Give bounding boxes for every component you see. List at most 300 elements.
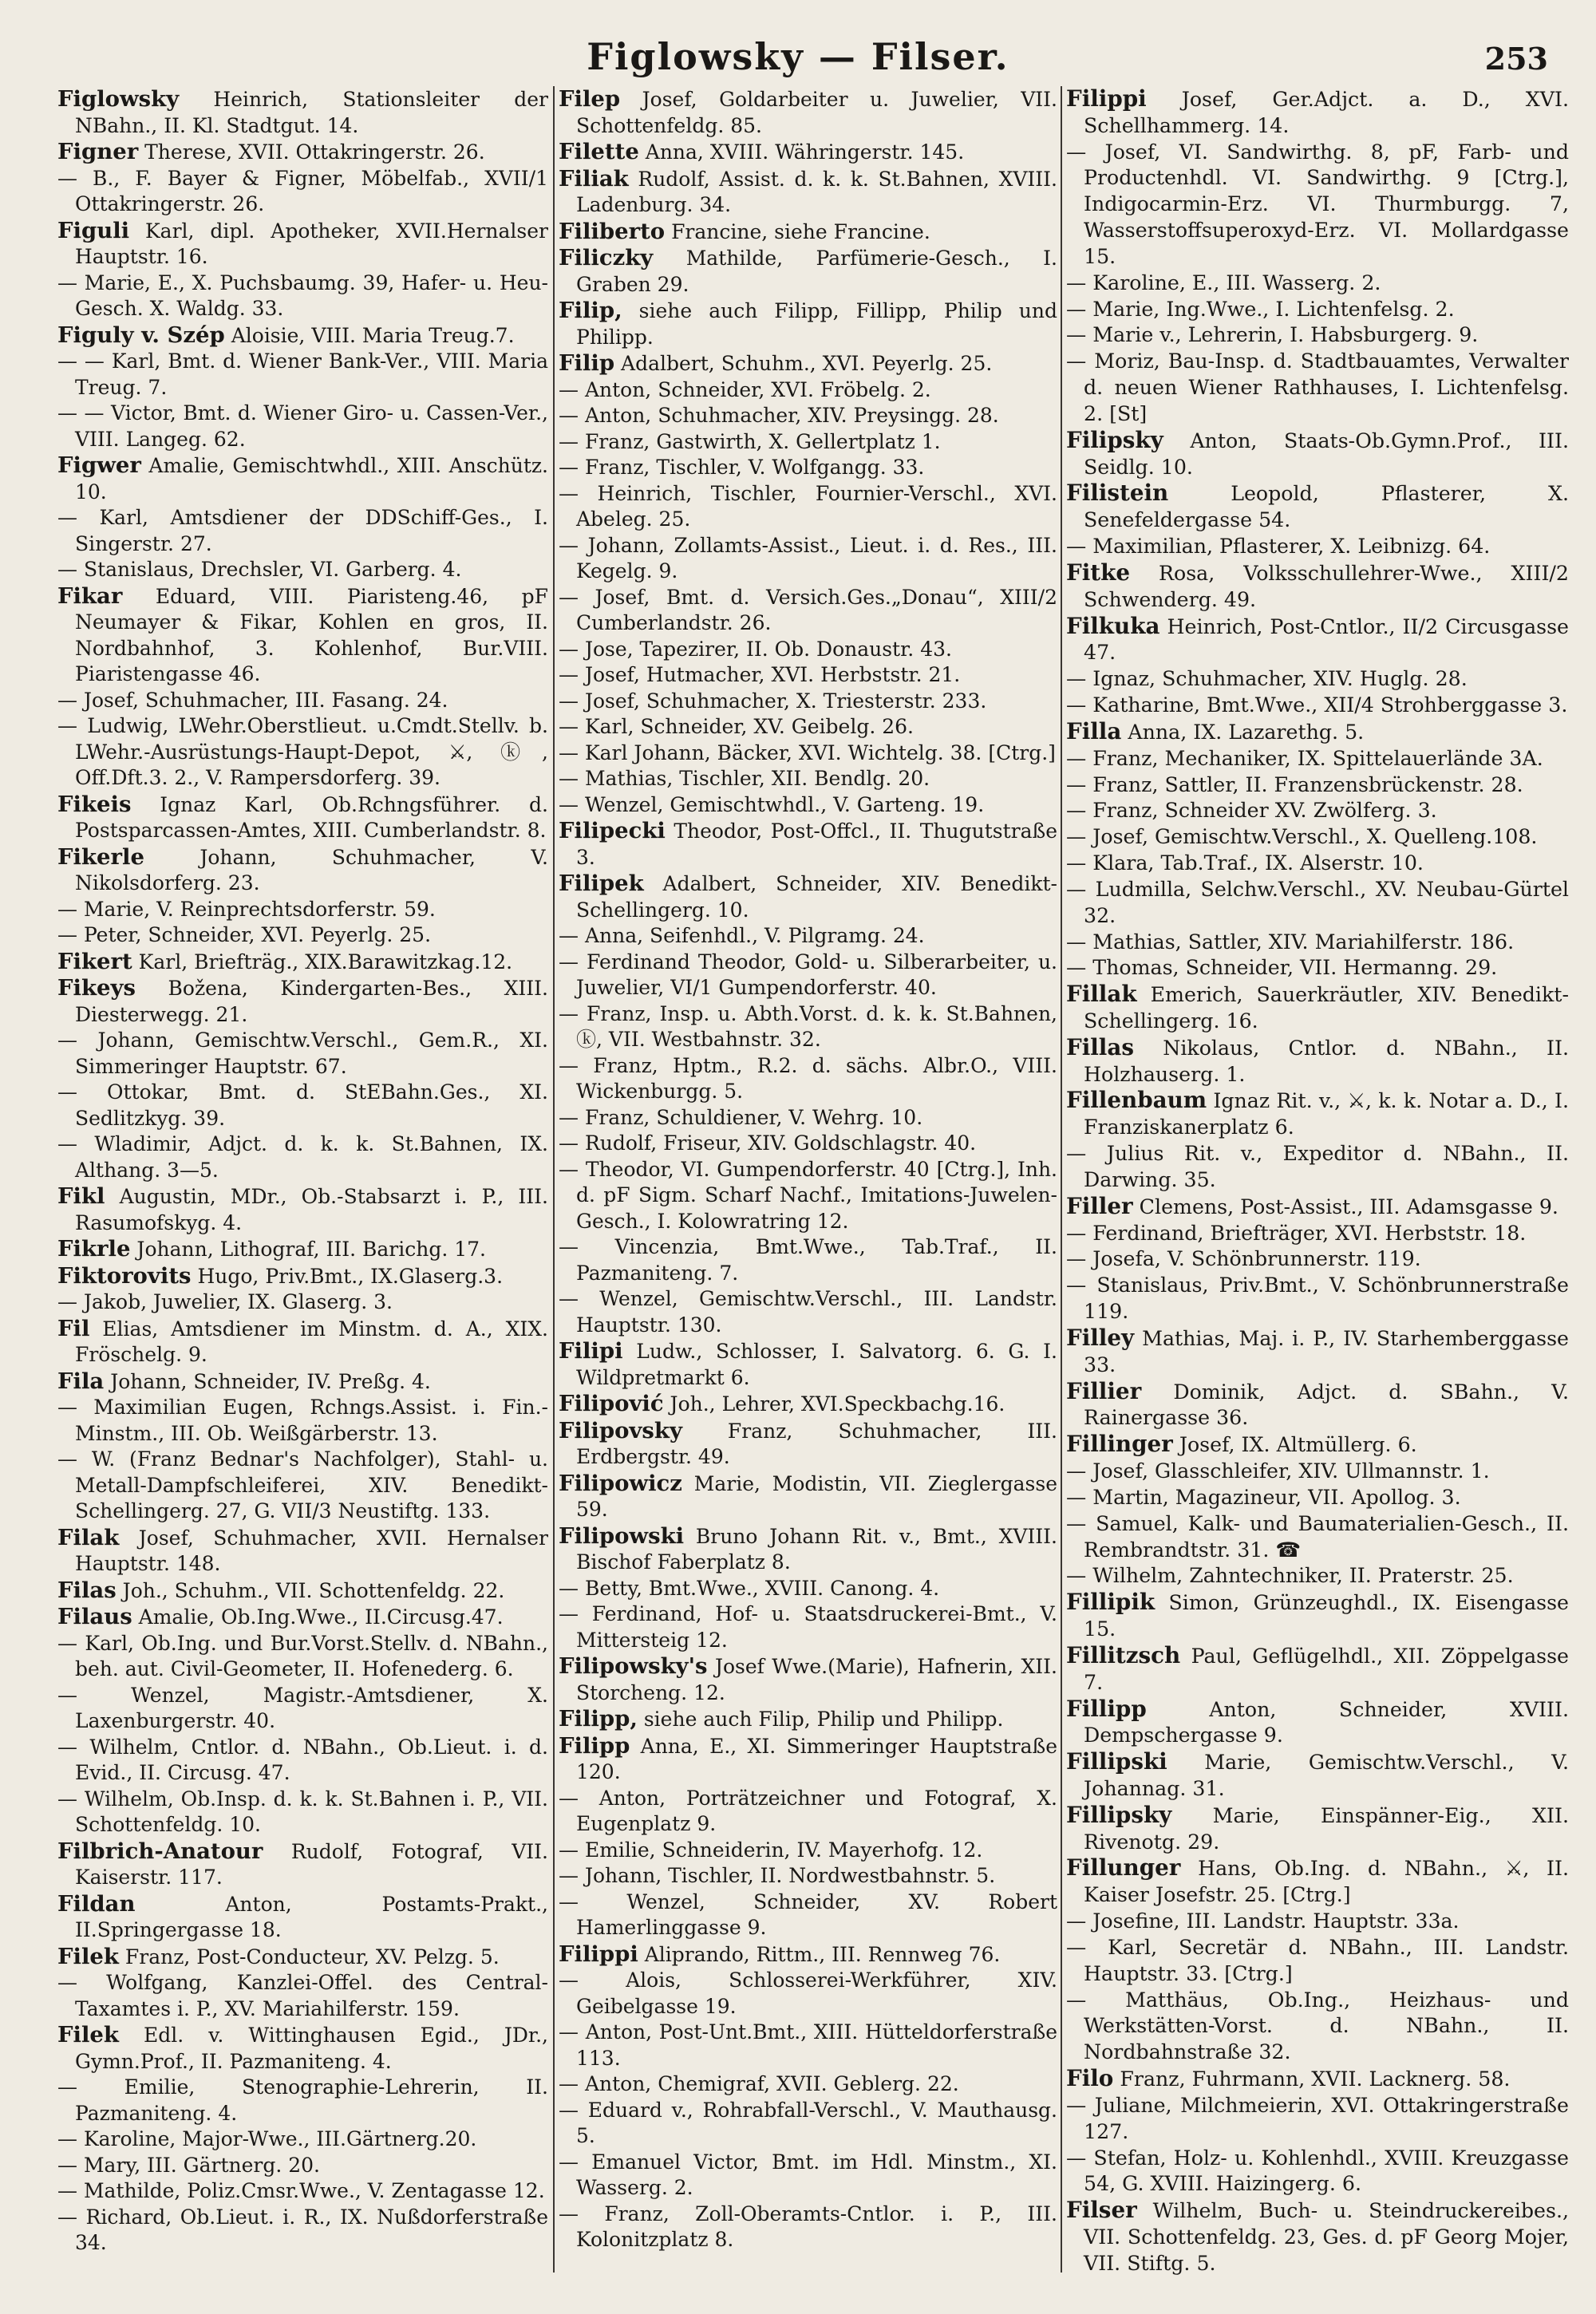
directory-entry [57, 1368, 548, 1396]
entry-surname: Filipowski [559, 1522, 685, 1549]
directory-entry [1066, 1379, 1569, 1432]
entry-details: — Karl, Schneider, XV. Geibelg. 26. [559, 715, 914, 738]
directory-entry [559, 2071, 1057, 2098]
entry-surname: Filiberto [559, 218, 666, 244]
directory-entry [57, 1787, 548, 1838]
directory-entry [57, 1289, 548, 1316]
entry-surname: Fikar [57, 582, 123, 609]
entry-surname: Fillinger [1066, 1431, 1173, 1458]
entry-details: — Mary, III. Gärtnerg. 20. [57, 2153, 320, 2177]
entry-details: — Vincenzia, Bmt.Wwe., Tab.Traf., II. Pazmaniteng. 7. [559, 1235, 1057, 1285]
entry-details: — Josef, Hutmacher, XVI. Herbststr. 21. [559, 663, 961, 686]
directory-entry [559, 1391, 1057, 1418]
entry-details: Franz, Post-Conducteur, XV. Pelzg. 5. [118, 1945, 500, 1968]
entry-details: Francine, siehe Francine. [665, 219, 930, 243]
entry-surname: Fiktorovits [57, 1262, 192, 1289]
entry-details: — Johann, Tischler, II. Nordwestbahnstr. 5. [559, 1864, 996, 1887]
directory-entry [559, 1576, 1057, 1602]
entry-details: — Emilie, Stenographie-Lehrerin, II. Pazmaniteng. 4. [57, 2075, 548, 2125]
entry-details: Therese, XVII. Ottakringerstr. 26. [138, 140, 485, 164]
entry-details: — Franz, Mechaniker, IX. Spittelauerlände 3A. [1066, 746, 1543, 770]
entry-surname: Figwer [57, 452, 141, 478]
directory-entry [57, 713, 548, 792]
entry-details: — Samuel, Kalk- und Baumaterialien-Gesch., II. Rembrandtstr. 31. ☎ [1066, 1511, 1569, 1562]
entry-surname: Filaus [57, 1604, 132, 1629]
entry-details: Aloisie, VIII. Maria Treug.7. [224, 323, 515, 347]
entry-details: — Franz, Insp. u. Abth.Vorst. d. k. k. St.Bahnen, ⓚ, VII. Westbahnstr. 32. [559, 1001, 1057, 1051]
entry-details: Dominik, Adjct. d. SBahn., V. Rainergasse 36. [1084, 1380, 1569, 1430]
directory-entry [559, 1338, 1057, 1391]
entry-details: Franz, Schuhmacher, III. Erdbergstr. 49. [576, 1419, 1057, 1468]
directory-entry [57, 949, 548, 976]
entry-details: Anna, XVIII. Währingerstr. 145. [638, 140, 965, 164]
directory-entry [559, 1286, 1057, 1338]
entry-details: siehe auch Filipp, Fillipp, Philip und Philipp. [576, 299, 1057, 349]
entry-details: — Wenzel, Magistr.-Amtsdiener, X. Laxenburgerstr. 40. [57, 1683, 548, 1732]
directory-entry [559, 139, 1057, 166]
entry-surname: Filser [1066, 2197, 1137, 2224]
entry-details: — Maximilian, Pflasterer, X. Leibnizg. 64. [1066, 535, 1491, 559]
entry-details: — Heinrich, Tischler, Fournier-Verschl., XVI. Abeleg. 25. [559, 481, 1057, 531]
entry-details: Marie, Gemischtw.Verschl., V. Johannag. 31. [1084, 1751, 1569, 1800]
entry-details: — Emanuel Victor, Bmt. im Hdl. Minstm., XI. Wasserg. 2. [559, 2150, 1057, 2199]
entry-details: — Marie, V. Reinprechtsdorferstr. 59. [57, 897, 436, 921]
directory-entry [559, 1890, 1057, 1941]
directory-entry [559, 766, 1057, 792]
entry-details: Ignaz Karl, Ob.Rchngsführer. d. Postsparcassen-Amtes, XIII. Cumberlandstr. 8. [75, 792, 548, 842]
directory-entry [57, 1604, 548, 1631]
directory-entry [57, 688, 548, 714]
directory-entry [1066, 1273, 1569, 1325]
entry-details: — Emilie, Schneiderin, IV. Mayerhofg. 12. [559, 1838, 983, 1862]
directory-entry [57, 1395, 548, 1447]
directory-entry [57, 401, 548, 452]
entry-details: — Marie v., Lehrerin, I. Habsburgerg. 9. [1066, 323, 1479, 347]
directory-entry [559, 740, 1057, 767]
directory-entry [559, 2201, 1057, 2253]
entry-details: — Wenzel, Gemischtw.Verschl., III. Landstr. Hauptstr. 130. [559, 1287, 1057, 1337]
entry-details: — Juliane, Milchmeierin, XVI. Ottakringerstraße 127. [1066, 2093, 1569, 2143]
directory-entry [1066, 349, 1569, 427]
directory-entry [57, 1316, 548, 1368]
entry-details: Clemens, Post-Assist., III. Adamsgasse 9. [1132, 1195, 1558, 1218]
entry-details: — Ferdinand, Hof- u. Staatsdruckerei-Bmt., V. Mittersteig 12. [559, 1602, 1057, 1652]
entry-surname: Fildan [57, 1890, 136, 1917]
entry-details: Adalbert, Schneider, XIV. Benedikt-Schellingerg. 10. [576, 872, 1057, 922]
entry-details: — Josef, Schuhmacher, III. Fasang. 24. [57, 688, 448, 712]
directory-entry [1066, 719, 1569, 746]
directory-entry [57, 505, 548, 557]
entry-details: — Franz, Sattler, II. Franzensbrückenstr. 28. [1066, 772, 1523, 796]
entry-details: Josef, IX. Altmüllerg. 6. [1172, 1433, 1417, 1457]
directory-entry [559, 1838, 1057, 1864]
directory-entry [57, 1447, 548, 1525]
directory-entry [57, 2178, 548, 2205]
entry-details: Emerich, Sauerkräutler, XIV. Benedikt-Schellingerg. 16. [1084, 983, 1569, 1033]
entry-details: — Josefa, V. Schönbrunnerstr. 119. [1066, 1247, 1421, 1271]
entry-details: — Franz, Tischler, V. Wolfgangg. 33. [559, 456, 925, 479]
directory-entry [57, 452, 548, 505]
entry-surname: Filek [57, 1943, 119, 1969]
entry-surname: Filak [57, 1524, 120, 1550]
entry-surname: Fillipski [1066, 1748, 1167, 1775]
directory-entry [1066, 772, 1569, 799]
column-1 [57, 86, 548, 2288]
directory-entry [1066, 693, 1569, 719]
directory-entry [1066, 1088, 1569, 1141]
entry-details: Augustin, MDr., Ob.-Stabsarzt i. P., III. Rasumofskyg. 4. [75, 1185, 548, 1234]
entry-surname: Fillenbaum [1066, 1087, 1207, 1114]
directory-entry [1066, 534, 1569, 560]
directory-entry [1066, 270, 1569, 297]
entry-details: — Anton, Chemigraf, XVII. Geblerg. 22. [559, 2072, 959, 2095]
entry-surname: Filbrich-Anatour [57, 1838, 263, 1864]
entry-details: — Marie, Ing.Wwe., I. Lichtenfelsg. 2. [1066, 297, 1455, 321]
directory-entry [57, 557, 548, 583]
directory-entry [57, 897, 548, 923]
page-title: Figlowsky — Filser. [587, 35, 1009, 78]
directory-entry [57, 2022, 548, 2075]
entry-details: Božena, Kindergarten-Bes., XIII. Diesterwegg. 21. [75, 977, 548, 1026]
directory-entry [57, 166, 548, 218]
entry-details: — Franz, Hptm., R.2. d. sächs. Albr.O., VIII. Wickenburgg. 5. [559, 1053, 1057, 1103]
directory-entry [1066, 428, 1569, 481]
entry-details: — Matthäus, Ob.Ing., Heizhaus- und Werkstätten-Vorst. d. NBahn., II. Nordbahnstraße 32. [1066, 1988, 1569, 2064]
directory-entry [1066, 1803, 1569, 1856]
entry-details: Heinrich, Post-Cntlor., II/2 Circusgasse 47. [1084, 614, 1569, 665]
entry-surname: Filette [559, 139, 639, 164]
entry-details: Theodor, Post-Offcl., II. Thugutstraße 3. [576, 819, 1057, 869]
entry-details: Anton, Staats-Ob.Gymn.Prof., III. Seidlg. 10. [1084, 428, 1569, 479]
entry-details: Johann, Schneider, IV. Preßg. 4. [104, 1369, 431, 1393]
directory-entry [57, 2075, 548, 2126]
entry-details: Hugo, Priv.Bmt., IX.Glaserg.3. [191, 1264, 504, 1288]
directory-entry [1066, 140, 1569, 270]
entry-details: Rudolf, Fotograf, VII. Kaiserstr. 117. [75, 1839, 548, 1889]
directory-entry [559, 1941, 1057, 1968]
entry-surname: Filip [559, 350, 615, 376]
directory-entry [1066, 666, 1569, 693]
directory-entry [57, 975, 548, 1028]
entry-surname: Fillitzsch [1066, 1641, 1181, 1668]
directory-entry [1066, 1643, 1569, 1696]
entry-surname: Filo [1066, 2065, 1114, 2092]
entry-details: — Josef, VI. Sandwirthg. 8, pF, Farb- und Productenhdl. VI. Sandwirthg. 9 [Ctrg.], Indigocarmin-Erz. VI. Thurmburgg. 7, Wasserstoffsuperoxyd-Erz. VI. Mollardgasse 15. [1066, 140, 1569, 268]
entry-details: — Karoline, Major-Wwe., III.Gärtnerg.20. [57, 2127, 477, 2150]
directory-entry [559, 245, 1057, 298]
entry-details: — Josefine, III. Landstr. Hauptstr. 33a. [1066, 1909, 1460, 1933]
directory-entry [559, 1001, 1057, 1053]
entry-details: Joh., Schuhm., VII. Schottenfeldg. 22. [116, 1578, 505, 1602]
entry-surname: Fikrle [57, 1236, 131, 1262]
entry-details: siehe auch Filip, Philip und Philipp. [637, 1708, 1004, 1731]
directory-entry [559, 533, 1057, 585]
entry-details: Ignaz Rit. v., ⚔, k. k. Notar a. D., I. Franziskanerplatz 6. [1084, 1089, 1569, 1139]
entry-surname: Filla [1066, 717, 1122, 744]
entry-surname: Fillak [1066, 981, 1137, 1008]
entry-details: — Eduard v., Rohrabfall-Verschl., V. Mauthausg. 5. [559, 2098, 1057, 2147]
directory-entry [559, 662, 1057, 689]
entry-details: — Julius Rit. v., Expeditor d. NBahn., II. Darwing. 35. [1066, 1142, 1569, 1191]
entry-details: Heinrich, Stationsleiter der NBahn., II. Kl. Stadtgut. 14. [75, 88, 548, 137]
directory-entry [1066, 746, 1569, 772]
entry-details: Josef, Goldarbeiter u. Juwelier, VII. Schottenfeldg. 85. [576, 88, 1057, 137]
directory-entry [559, 1131, 1057, 1157]
entry-details: Anna, E., XI. Simmeringer Hauptstraße 120. [576, 1734, 1057, 1783]
directory-entry [1066, 480, 1569, 534]
directory-entry [559, 871, 1057, 923]
directory-entry [1066, 297, 1569, 323]
entry-surname: Filip, [559, 298, 622, 323]
directory-entry [57, 139, 548, 166]
directory-entry [1066, 1246, 1569, 1273]
entry-details: — Martin, Magazineur, VII. Apollog. 3. [1066, 1485, 1461, 1509]
entry-details: Karl, dipl. Apotheker, XVII.Hernalser Hauptstr. 16. [75, 219, 548, 268]
directory-entry [1066, 2198, 1569, 2276]
entry-details: — Stanislaus, Drechsler, VI. Garberg. 4. [57, 558, 462, 581]
directory-entry [1066, 1459, 1569, 1485]
column-divider [553, 86, 555, 2273]
entry-details: Amalie, Gemischtwhdl., XIII. Anschütz. 10. [75, 454, 548, 503]
entry-details: Simon, Grünzeughdl., IX. Eisengasse 15. [1084, 1591, 1569, 1641]
entry-details: — Jakob, Juwelier, IX. Glaserg. 3. [57, 1290, 393, 1313]
entry-details: — Jose, Tapezirer, II. Ob. Donaustr. 43. [559, 637, 952, 661]
directory-entry [1066, 877, 1569, 930]
entry-details: — Ludwig, LWehr.Oberstlieut. u.Cmdt.Stellv. b. LWehr.-Ausrüstungs-Haupt-Depot, ⚔, ⓚ, Off.Dft.3. 2., V. Rampersdorferg. 39. [57, 714, 548, 789]
entry-surname: Filek [57, 2022, 119, 2047]
directory-entry [559, 166, 1057, 219]
entry-details: Aliprando, Rittm., III. Rennweg 76. [638, 1942, 1001, 1966]
entry-details: — W. (Franz Bednar's Nachfolger), Stahl- u. Metall-Dampfschleiferei, XIV. Benedikt-Schellingerg. 27, G. VII/3 Neustiftg. 133. [57, 1447, 548, 1522]
entry-details: Leopold, Pflasterer, X. Senefeldergasse 54. [1084, 482, 1569, 532]
directory-entry [57, 1131, 548, 1183]
directory-entry [559, 481, 1057, 533]
entry-details: — — Karl, Bmt. d. Wiener Bank-Ver., VIII. Maria Treug. 7. [57, 349, 548, 399]
directory-entry [559, 1053, 1057, 1105]
directory-entry [1066, 1511, 1569, 1564]
directory-entry [559, 2098, 1057, 2150]
directory-entry [57, 922, 548, 949]
directory-entry [57, 2126, 548, 2153]
entry-details: Josef, Schuhmacher, XVII. Hernalser Hauptstr. 148. [75, 1526, 548, 1575]
directory-entry [1066, 1431, 1569, 1459]
directory-entry [1066, 1325, 1569, 1379]
entry-details: Franz, Fuhrmann, XVII. Lacknerg. 58. [1113, 2067, 1511, 2091]
entry-details: Mathilde, Parfümerie-Gesch., I. Graben 29. [576, 247, 1057, 296]
entry-details: — Karl, Ob.Ing. und Bur.Vorst.Stellv. d. NBahn., beh. aut. Civil-Geometer, II. Hofenederg. 6. [57, 1631, 548, 1680]
entry-surname: Fikeys [57, 975, 136, 1001]
directory-entry [57, 1578, 548, 1605]
entry-surname: Figner [57, 139, 139, 164]
directory-entry [1066, 2066, 1569, 2093]
directory-entry [57, 1080, 548, 1131]
entry-surname: Filipsky [1066, 426, 1163, 453]
entry-surname: Filiczky [559, 245, 654, 270]
directory-entry [559, 1786, 1057, 1838]
directory-entry [1066, 1988, 1569, 2066]
entry-details: Paul, Geflügelhdl., XII. Zöppelgasse 7. [1084, 1644, 1569, 1694]
directory-entry [1066, 1221, 1569, 1247]
entry-details: Johann, Schuhmacher, V. Nikolsdorferg. 23. [75, 845, 548, 894]
entry-surname: Filippi [1066, 86, 1147, 112]
entry-details: — Franz, Schuldiener, V. Wehrg. 10. [559, 1105, 923, 1129]
entry-details: — Karl, Amtsdiener der DDSchiff-Ges., I. Singerstr. 27. [57, 506, 548, 555]
entry-details: — Klara, Tab.Traf., IX. Alserstr. 10. [1066, 851, 1424, 875]
entry-surname: Filistein [1066, 480, 1169, 507]
entry-details: — Mathias, Tischler, XII. Bendlg. 20. [559, 767, 930, 790]
entry-surname: Filipowicz [559, 1470, 682, 1496]
directory-entry [559, 1418, 1057, 1471]
directory-entry [1066, 955, 1569, 981]
directory-entry [559, 585, 1057, 637]
entry-surname: Filipowsky's [559, 1653, 708, 1679]
directory-entry [1066, 1035, 1569, 1088]
directory-entry [1066, 1696, 1569, 1750]
entry-surname: Filipovsky [559, 1417, 682, 1443]
directory-entry [57, 1263, 548, 1290]
entry-surname: Filipecki [559, 818, 666, 843]
entry-surname: Filep [559, 86, 621, 112]
directory-entry [559, 923, 1057, 950]
directory-entry [57, 86, 548, 139]
directory-entry [559, 714, 1057, 740]
entry-details: — Betty, Bmt.Wwe., XVIII. Canong. 4. [559, 1576, 940, 1600]
entry-details: — Katharine, Bmt.Wwe., XII/4 Strohberggasse 3. [1066, 693, 1568, 717]
entry-surname: Filkuka [1066, 612, 1160, 639]
entry-details: — Peter, Schneider, XVI. Peyerlg. 25. [57, 923, 432, 946]
directory-entry [1066, 1749, 1569, 1803]
directory-entry [559, 86, 1057, 139]
entry-details: — Josef, Gemischtw.Verschl., X. Quelleng.108. [1066, 825, 1538, 849]
entry-surname: Fillipsky [1066, 1801, 1172, 1828]
directory-entry [559, 950, 1057, 1001]
page-header [0, 29, 1596, 85]
directory-entry [57, 583, 548, 688]
entry-details: — Mathias, Sattler, XIV. Mariahilferstr. 186. [1066, 930, 1515, 954]
directory-entry [57, 792, 548, 844]
directory-entry [559, 2020, 1057, 2071]
entry-surname: Figuly v. Szép [57, 322, 225, 348]
entry-details: Anton, Schneider, XVIII. Dempschergasse 9. [1084, 1697, 1569, 1747]
entry-details: Marie, Modistin, VII. Zieglergasse 59. [576, 1471, 1057, 1521]
entry-details: Josef Wwe.(Marie), Hafnerin, XII. Storcheng. 12. [576, 1655, 1057, 1704]
directory-entry [559, 1105, 1057, 1131]
directory-entry [57, 322, 548, 349]
entry-details: Mathias, Maj. i. P., IV. Starhemberggasse 33. [1084, 1326, 1569, 1376]
entry-details: — Franz, Zoll-Oberamts-Cntlor. i. P., III. Kolonitzplatz 8. [559, 2201, 1057, 2251]
entry-details: Marie, Einspänner-Eig., XII. Rivenotg. 29. [1084, 1803, 1569, 1854]
entry-details: — Mathilde, Poliz.Cmsr.Wwe., V. Zentagasse 12. [57, 2179, 545, 2202]
entry-details: Wilhelm, Buch- u. Steindruckereibes., VII. Schottenfeldg. 23, Ges. d. pF Georg Mojer, VII. Stiftg. 5. [1084, 2199, 1569, 2275]
directory-entry [57, 1735, 548, 1787]
directory-entry [1066, 2146, 1569, 2198]
entry-surname: Fikerle [57, 843, 144, 870]
entry-surname: Fillipp [1066, 1695, 1147, 1722]
entry-details: — Alois, Schlosserei-Werkführer, XIV. Geibelgasse 19. [559, 1968, 1057, 2018]
entry-details: — Wenzel, Gemischtwhdl., V. Garteng. 19. [559, 792, 985, 816]
directory-entry [559, 1863, 1057, 1890]
entry-details: — Anton, Schuhmacher, XIV. Preysingg. 28. [559, 404, 999, 427]
directory-entry [57, 2205, 548, 2257]
directory-entry [1066, 851, 1569, 877]
directory-entry [559, 429, 1057, 456]
entry-details: — Stanislaus, Priv.Bmt., V. Schönbrunnerstraße 119. [1066, 1273, 1569, 1324]
entry-details: Eduard, VIII. Piaristeng.46, pF Neumayer & Fikar, Kohlen en gros, II. Nordbahnhof, 3. Kohlenhof, Bur.VIII. Piaristengasse 46. [75, 584, 548, 685]
entry-details: — Wilhelm, Cntlor. d. NBahn., Ob.Lieut. i. d. Evid., II. Circusg. 47. [57, 1735, 548, 1784]
entry-details: — Richard, Ob.Lieut. i. R., IX. Nußdorferstraße 34. [57, 2205, 548, 2254]
entry-details: — Karl, Secretär d. NBahn., III. Landstr. Hauptstr. 33. [Ctrg.] [1066, 1935, 1569, 1985]
entry-surname: Fillier [1066, 1377, 1142, 1404]
directory-entry [1066, 798, 1569, 824]
directory-entry [57, 218, 548, 270]
entry-details: — — Victor, Bmt. d. Wiener Giro- u. Cassen-Ver., VIII. Langeg. 62. [57, 401, 548, 451]
entry-surname: Fitke [1066, 559, 1130, 586]
entry-details: — Moriz, Bau-Insp. d. Stadtbauamtes, Verwalter d. neuen Wiener Rathhauses, I. Lichtenfelsg. 2. [St] [1066, 349, 1569, 425]
directory-entry [559, 2150, 1057, 2201]
entry-surname: Filley [1066, 1324, 1135, 1351]
directory-entry [559, 219, 1057, 246]
directory-entry [559, 1968, 1057, 2020]
entry-surname: Fikeis [57, 791, 132, 817]
directory-entry [1066, 322, 1569, 349]
entry-details: Anton, Postamts-Prakt., II.Springergasse 18. [75, 1892, 548, 1941]
entry-surname: Filipek [559, 871, 644, 896]
entry-details: — Wladimir, Adjct. d. k. k. St.Bahnen, IX. Althang. 3—5. [57, 1132, 548, 1182]
entry-surname: Fil [57, 1315, 90, 1341]
directory-entry [57, 1028, 548, 1080]
directory-entry [1066, 1194, 1569, 1221]
entry-details: — Thomas, Schneider, VII. Hermanng. 29. [1066, 956, 1498, 980]
column-2 [559, 86, 1057, 2288]
directory-entry [559, 403, 1057, 429]
entry-surname: Figuli [57, 217, 130, 243]
directory-entry [559, 1234, 1057, 1286]
entry-details: — Rudolf, Friseur, XIV. Goldschlagstr. 40. [559, 1131, 977, 1155]
entry-surname: Filippi [559, 1941, 638, 1967]
entry-details: — Marie, E., X. Puchsbaumg. 39, Hafer- u. Heu-Gesch. X. Waldg. 33. [57, 270, 548, 320]
directory-entry [1066, 1909, 1569, 1935]
directory-entry [1066, 86, 1569, 140]
directory-entry [57, 270, 548, 322]
entry-details: — Maximilian Eugen, Rchngs.Assist. i. Fin.-Minstm., III. Ob. Weißgärberstr. 13. [57, 1396, 548, 1445]
entry-details: — Josef, Schuhmacher, X. Triesterstr. 233. [559, 689, 987, 713]
entry-details: Anna, IX. Lazarethg. 5. [1121, 720, 1365, 744]
entry-surname: Fila [57, 1368, 105, 1394]
directory-entry [559, 792, 1057, 819]
directory-entry [1066, 2093, 1569, 2146]
directory-entry [1066, 1855, 1569, 1909]
entry-details: — Anton, Schneider, XVI. Fröbelg. 2. [559, 377, 931, 401]
entry-surname: Figlowsky [57, 86, 180, 112]
directory-entry [1066, 1935, 1569, 1988]
directory-entry [559, 1523, 1057, 1576]
directory-entry [57, 1970, 548, 2022]
directory-entry [559, 350, 1057, 377]
entry-details: — Franz, Gastwirth, X. Gellertplatz 1. [559, 429, 941, 453]
entry-details: Hans, Ob.Ing. d. NBahn., ⚔, II. Kaiser Josefstr. 25. [Ctrg.] [1084, 1857, 1569, 1907]
entry-details: Ludw., Schlosser, I. Salvatorg. 6. G. I. Wildpretmarkt 6. [576, 1340, 1057, 1389]
directory-entry [559, 377, 1057, 404]
directory-entry [559, 1471, 1057, 1523]
entry-details: — Wilhelm, Zahntechniker, II. Praterstr. 25. [1066, 1564, 1514, 1588]
directory-entry [57, 844, 548, 897]
entry-details: — Johann, Gemischtw.Verschl., Gem.R., XI. Simmeringer Hauptstr. 67. [57, 1029, 548, 1078]
entry-surname: Filipi [559, 1338, 623, 1364]
directory-entry [57, 1891, 548, 1944]
entry-surname: Fillipik [1066, 1589, 1156, 1616]
entry-details: — Anna, Seifenhdl., V. Pilgramg. 24. [559, 924, 925, 947]
directory-entry [1066, 1563, 1569, 1589]
